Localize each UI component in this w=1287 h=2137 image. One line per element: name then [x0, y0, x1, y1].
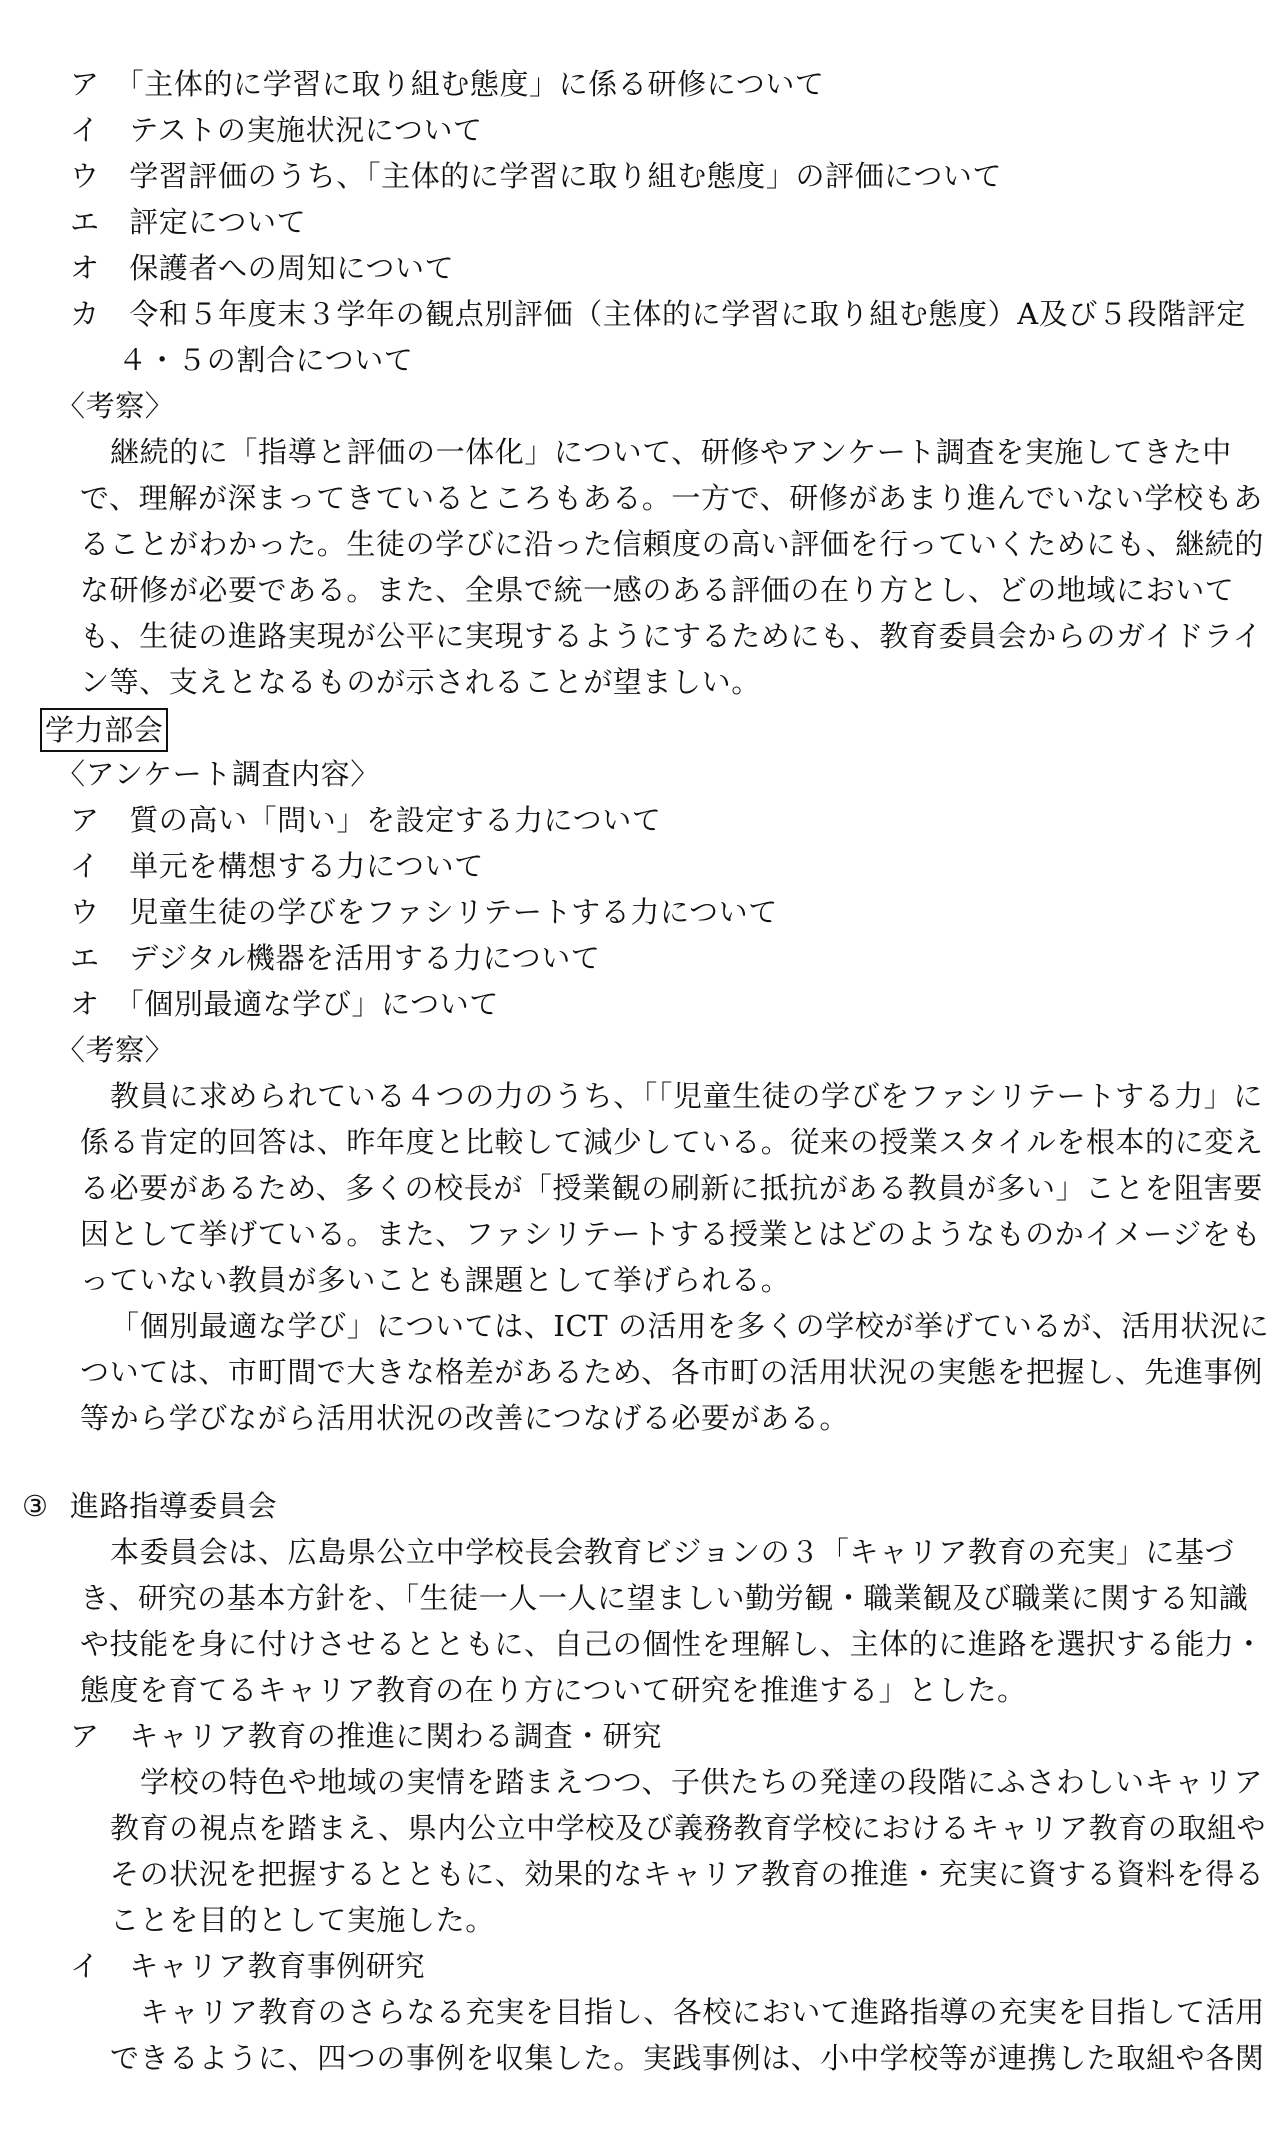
prev-consider-line: も、生徒の進路実現が公平に実現するようにするためにも、教育委員会からのガイドライ	[80, 619, 1263, 653]
shinro-i-line: できるように、四つの事例を収集した。実践事例は、小中学校等が連携した取組や各関	[110, 2041, 1265, 2075]
gakuryoku-consider-line: ついては、市町間で大きな格差があるため、各市町の活用状況の実態を把握し、先進事例	[80, 1355, 1263, 1389]
gakuryoku-consider-line: る必要があるため、多くの校長が「授業観の刷新に抵抗がある教員が多い」ことを阻害要	[80, 1171, 1263, 1205]
gakuryoku-consider-line: 教員に求められている４つの力のうち、「「児童生徒の学びをファシリテートする力」に	[110, 1079, 1263, 1113]
prev-consider-line: 継続的に「指導と評価の一体化」について、研修やアンケート調査を実施してきた中	[110, 435, 1232, 469]
prev-item-o: オ 保護者への周知について	[70, 251, 455, 285]
shinro-a-heading: ア キャリア教育の推進に関わる調査・研究	[70, 1719, 663, 1753]
prev-consider-line: ることがわかった。生徒の学びに沿った信頼度の高い評価を行っていくためにも、継続的	[80, 527, 1265, 561]
gakuryoku-consider-line: 係る肯定的回答は、昨年度と比較して減少している。従来の授業スタイルを根本的に変え	[80, 1125, 1264, 1159]
gakuryoku-consider-heading: 〈考察〉	[56, 1033, 175, 1067]
gakuryoku-consider-line: 等から学びながら活用状況の改善につなげる必要がある。	[80, 1401, 850, 1435]
shinro-intro-line: き、研究の基本方針を、「生徒一人一人に望ましい勤労観・職業観及び職業に関する知識	[80, 1581, 1249, 1615]
shinro-a-line: ことを目的として実施した。	[110, 1903, 495, 1937]
prev-item-ka-cont: ４・５の割合について	[118, 343, 414, 377]
shinro-i-line: キャリア教育のさらなる充実を目指し、各校において進路指導の充実を目指して活用	[140, 1995, 1265, 2029]
gakuryoku-item: ウ 児童生徒の学びをファシリテートする力について	[70, 895, 778, 929]
prev-item-e: エ 評定について	[70, 205, 307, 239]
gakuryoku-item: エ デジタル機器を活用する力について	[70, 941, 601, 975]
prev-consider-line: な研修が必要である。また、全県で統一感のある評価の在り方とし、どの地域において	[80, 573, 1235, 607]
shinro-intro-line: 態度を育てるキャリア教育の在り方について研究を推進する」とした。	[80, 1673, 1027, 1707]
gakuryoku-item: ア 質の高い「問い」を設定する力について	[70, 803, 662, 837]
gakuryoku-title: 学力部会	[40, 708, 168, 752]
prev-item-a: ア 「主体的に学習に取り組む態度」に係る研修について	[70, 67, 825, 101]
prev-consider-line: ン等、支えとなるものが示されることが望ましい。	[80, 665, 761, 699]
gakuryoku-item: イ 単元を構想する力について	[70, 849, 484, 883]
prev-item-ka: カ 令和５年度末３学年の観点別評価（主体的に学習に取り組む態度）A及び５段階評定	[70, 297, 1246, 331]
shinro-a-line: 学校の特色や地域の実情を踏まえつつ、子供たちの発達の段階にふさわしいキャリア	[140, 1765, 1264, 1799]
prev-consider-line: で、理解が深まってきているところもある。一方で、研修があまり進んでいない学校もあ	[80, 481, 1263, 515]
gakuryoku-consider-line: 因として挙げている。また、ファシリテートする授業とはどのようなものかイメージをも	[80, 1217, 1262, 1251]
shinro-title: 進路指導委員会	[70, 1489, 278, 1523]
shinro-i-heading: イ キャリア教育事例研究	[70, 1949, 426, 1983]
shinro-a-line: その状況を把握するとともに、効果的なキャリア教育の推進・充実に資する資料を得る	[110, 1857, 1265, 1891]
shinro-number: ③	[22, 1489, 49, 1523]
shinro-a-line: 教育の視点を踏まえ、県内公立中学校及び義務教育学校におけるキャリア教育の取組や	[110, 1811, 1267, 1845]
gakuryoku-consider-line: 「個別最適な学び」については、ICT の活用を多くの学校が挙げているが、活用状況に	[110, 1309, 1270, 1343]
prev-item-u: ウ 学習評価のうち、「主体的に学習に取り組む態度」の評価について	[70, 159, 1003, 193]
gakuryoku-survey-heading: 〈アンケート調査内容〉	[56, 757, 380, 791]
prev-item-i: イ テストの実施状況について	[70, 113, 483, 147]
shinro-intro-line: や技能を身に付けさせるとともに、自己の個性を理解し、主体的に進路を選択する能力・	[80, 1627, 1265, 1661]
gakuryoku-item: オ 「個別最適な学び」について	[70, 987, 499, 1021]
shinro-intro-line: 本委員会は、広島県公立中学校長会教育ビジョンの３「キャリア教育の充実」に基づ	[110, 1535, 1235, 1569]
gakuryoku-consider-line: っていない教員が多いことも課題として挙げられる。	[80, 1263, 791, 1297]
prev-consider-heading: 〈考察〉	[56, 389, 175, 423]
